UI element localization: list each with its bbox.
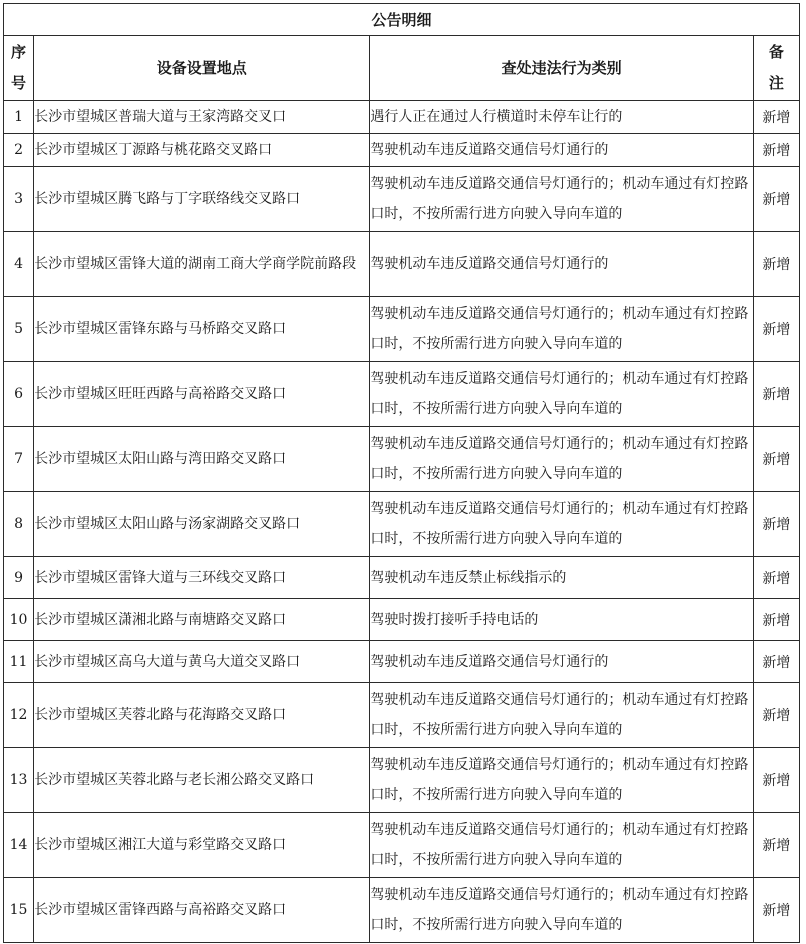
row-violation: 驾驶机动车违反道路交通信号灯通行的；机动车通过有灯控路口时，不按所需行进方向驶入导向车道的 <box>370 427 753 492</box>
row-remark: 新增 <box>753 641 799 683</box>
row-violation: 驾驶机动车违反道路交通信号灯通行的；机动车通过有灯控路口时，不按所需行进方向驶入导向车道的 <box>370 813 753 878</box>
row-number: 12 <box>4 683 34 748</box>
row-location: 长沙市望城区雷锋大道的湖南工商大学商学院前路段 <box>34 232 370 297</box>
row-number: 15 <box>4 878 34 943</box>
table-row <box>4 813 800 878</box>
row-remark: 新增 <box>753 232 799 297</box>
row-number: 5 <box>4 297 34 362</box>
row-location: 长沙市望城区腾飞路与丁字联络线交叉路口 <box>34 167 370 232</box>
row-violation: 遇行人正在通过人行横道时未停车让行的 <box>370 101 753 134</box>
row-remark: 新增 <box>753 813 799 878</box>
row-location: 长沙市望城区高乌大道与黄乌大道交叉路口 <box>34 641 370 683</box>
table-row <box>4 167 800 232</box>
row-number: 1 <box>4 101 34 134</box>
row-violation: 驾驶时拨打接听手持电话的 <box>370 599 753 641</box>
table-title: 公告明细 <box>4 4 800 36</box>
row-violation: 驾驶机动车违反道路交通信号灯通行的；机动车通过有灯控路口时，不按所需行进方向驶入导向车道的 <box>370 748 753 813</box>
row-remark: 新增 <box>753 878 799 943</box>
row-violation: 驾驶机动车违反道路交通信号灯通行的 <box>370 232 753 297</box>
table-row <box>4 599 800 641</box>
row-remark: 新增 <box>753 101 799 134</box>
header-remark: 备注 <box>753 36 799 101</box>
row-violation: 驾驶机动车违反道路交通信号灯通行的；机动车通过有灯控路口时，不按所需行进方向驶入导向车道的 <box>370 297 753 362</box>
row-violation: 驾驶机动车违反道路交通信号灯通行的；机动车通过有灯控路口时，不按所需行进方向驶入导向车道的 <box>370 492 753 557</box>
table-row <box>4 683 800 748</box>
row-number: 2 <box>4 134 34 167</box>
row-location: 长沙市望城区雷锋大道与三环线交叉路口 <box>34 557 370 599</box>
header-location: 设备设置地点 <box>34 36 370 101</box>
row-number: 11 <box>4 641 34 683</box>
row-remark: 新增 <box>753 683 799 748</box>
row-location: 长沙市望城区丁源路与桃花路交叉路口 <box>34 134 370 167</box>
table-row <box>4 492 800 557</box>
notice-table <box>3 3 800 943</box>
header-no: 序号 <box>4 36 34 101</box>
row-violation: 驾驶机动车违反道路交通信号灯通行的 <box>370 134 753 167</box>
table-title-row <box>4 4 800 36</box>
row-location: 长沙市望城区普瑞大道与王家湾路交叉口 <box>34 101 370 134</box>
row-location: 长沙市望城区太阳山路与汤家湖路交叉路口 <box>34 492 370 557</box>
table-row <box>4 748 800 813</box>
table-row <box>4 362 800 427</box>
row-number: 7 <box>4 427 34 492</box>
row-number: 6 <box>4 362 34 427</box>
row-number: 14 <box>4 813 34 878</box>
header-violation: 查处违法行为类别 <box>370 36 753 101</box>
row-location: 长沙市望城区太阳山路与湾田路交叉路口 <box>34 427 370 492</box>
row-violation: 驾驶机动车违反道路交通信号灯通行的；机动车通过有灯控路口时，不按所需行进方向驶入导向车道的 <box>370 683 753 748</box>
row-remark: 新增 <box>753 557 799 599</box>
row-remark: 新增 <box>753 297 799 362</box>
table-row <box>4 641 800 683</box>
table-row <box>4 557 800 599</box>
row-number: 3 <box>4 167 34 232</box>
row-location: 长沙市望城区芙蓉北路与花海路交叉路口 <box>34 683 370 748</box>
row-remark: 新增 <box>753 599 799 641</box>
row-location: 长沙市望城区潇湘北路与南塘路交叉路口 <box>34 599 370 641</box>
row-violation: 驾驶机动车违反道路交通信号灯通行的；机动车通过有灯控路口时，不按所需行进方向驶入导向车道的 <box>370 167 753 232</box>
row-violation: 驾驶机动车违反禁止标线指示的 <box>370 557 753 599</box>
row-violation: 驾驶机动车违反道路交通信号灯通行的；机动车通过有灯控路口时，不按所需行进方向驶入导向车道的 <box>370 878 753 943</box>
table-row <box>4 427 800 492</box>
row-number: 10 <box>4 599 34 641</box>
row-number: 9 <box>4 557 34 599</box>
row-number: 13 <box>4 748 34 813</box>
row-location: 长沙市望城区雷锋东路与马桥路交叉路口 <box>34 297 370 362</box>
table-row <box>4 878 800 943</box>
row-remark: 新增 <box>753 492 799 557</box>
row-violation: 驾驶机动车违反道路交通信号灯通行的；机动车通过有灯控路口时，不按所需行进方向驶入导向车道的 <box>370 362 753 427</box>
row-location: 长沙市望城区雷锋西路与高裕路交叉路口 <box>34 878 370 943</box>
table-row <box>4 134 800 167</box>
row-violation: 驾驶机动车违反道路交通信号灯通行的 <box>370 641 753 683</box>
table-header-row <box>4 36 800 101</box>
row-location: 长沙市望城区旺旺西路与高裕路交叉路口 <box>34 362 370 427</box>
row-location: 长沙市望城区湘江大道与彩堂路交叉路口 <box>34 813 370 878</box>
table-row <box>4 297 800 362</box>
row-number: 4 <box>4 232 34 297</box>
row-remark: 新增 <box>753 167 799 232</box>
row-remark: 新增 <box>753 427 799 492</box>
table-row <box>4 101 800 134</box>
row-remark: 新增 <box>753 134 799 167</box>
table-row <box>4 232 800 297</box>
row-location: 长沙市望城区芙蓉北路与老长湘公路交叉路口 <box>34 748 370 813</box>
row-number: 8 <box>4 492 34 557</box>
row-remark: 新增 <box>753 748 799 813</box>
row-remark: 新增 <box>753 362 799 427</box>
